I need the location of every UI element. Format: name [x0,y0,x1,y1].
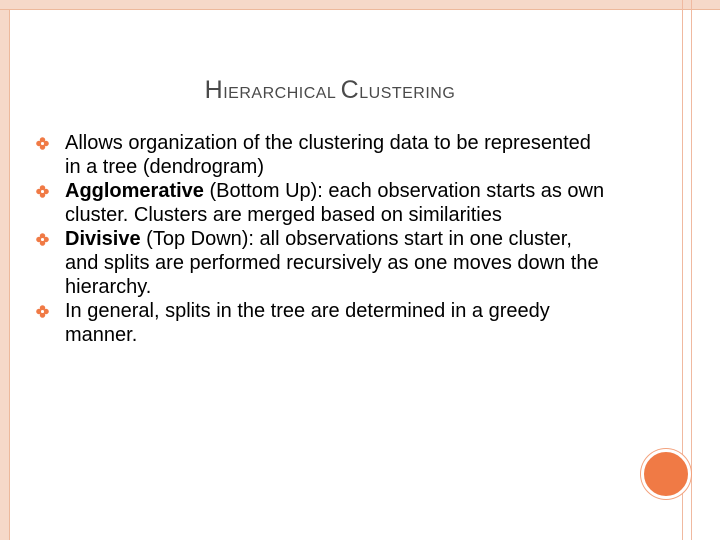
bullet-text: (Top Down): all observations start in one cluster, and splits are performed recursively as one moves down the hierarchy. [65,228,599,298]
slide-frame-top [0,0,720,10]
title-cap-1: H [204,76,224,104]
bullet-text: Allows organization of the clustering data to be represented in a tree (dendrogram) [65,132,591,178]
bullet-text: In general, splits in the tree are determined in a greedy manner. [65,300,550,346]
title-rest-1: IERARCHICAL [223,85,341,102]
flower-bullet-icon [36,137,49,150]
bullet-text: (Bottom Up): each observation starts as own cluster. Clusters are merged based on similarities [65,180,605,226]
slide-rule-right [691,0,692,540]
bullet-item [36,299,606,347]
accent-circle [641,449,691,499]
bullet-item [36,227,606,299]
bullet-list [36,131,606,347]
title-rest-2: LUSTERING [359,85,456,102]
bullet-bold: Agglomerative [65,180,204,202]
bullet-item [36,179,606,227]
bullet-bold: Divisive [65,228,141,250]
flower-bullet-icon [36,233,49,246]
title-cap-2: C [340,76,360,104]
flower-bullet-icon [36,305,49,318]
slide-title [0,76,660,105]
flower-bullet-icon [36,185,49,198]
bullet-item [36,131,606,179]
